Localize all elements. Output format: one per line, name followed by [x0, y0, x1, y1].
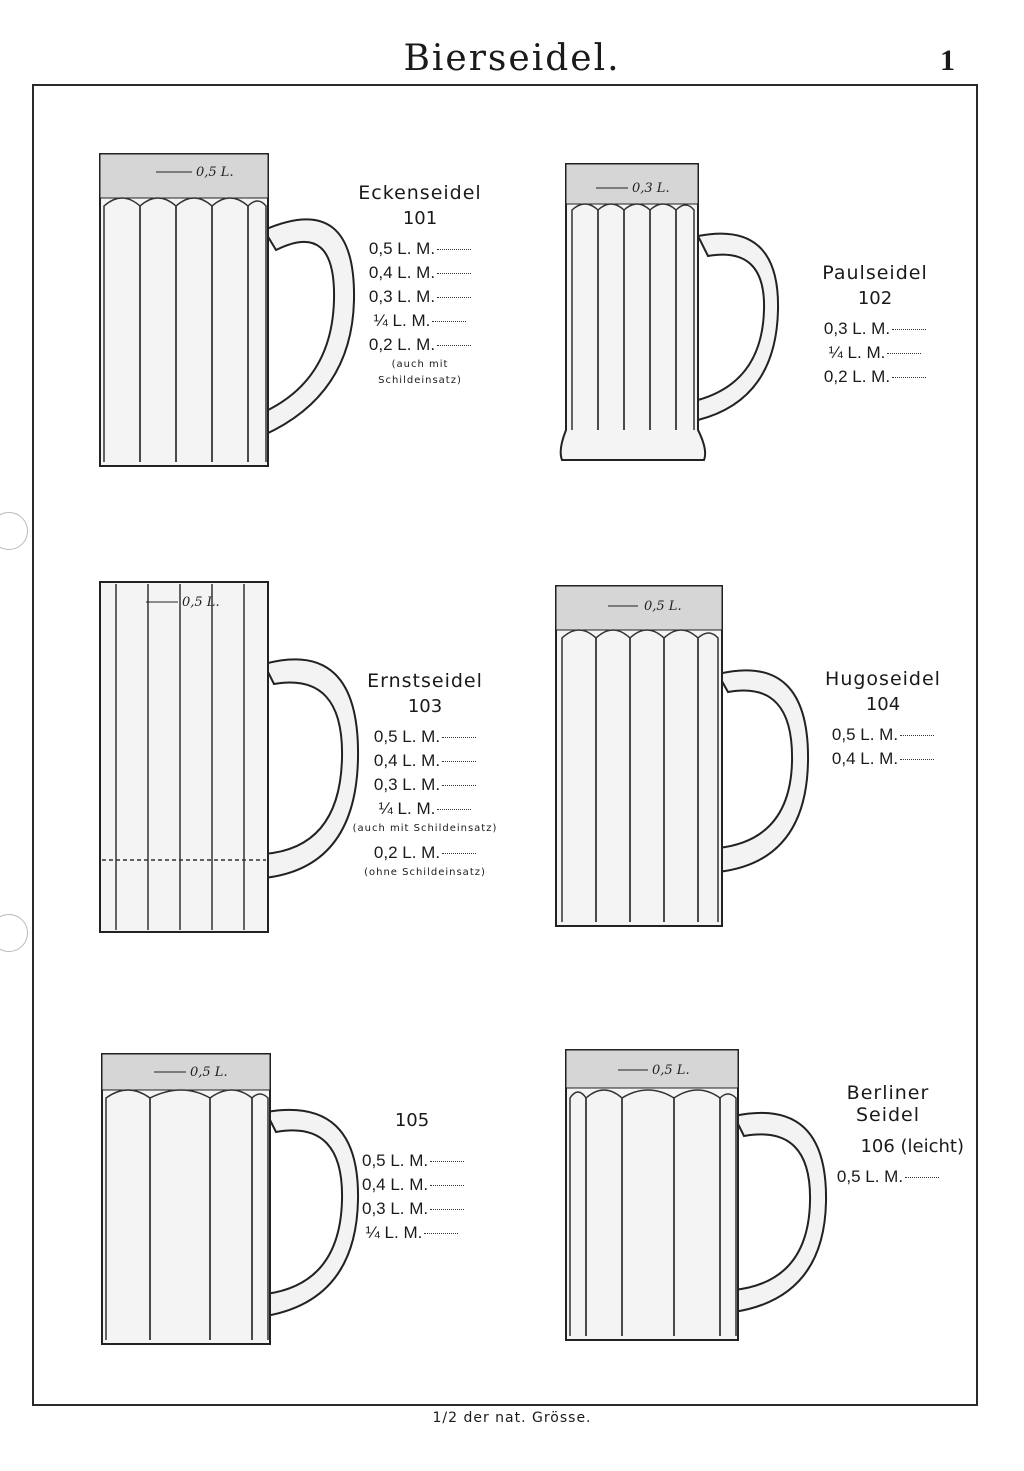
size-row: 0,2 L. M. — [810, 365, 940, 389]
size-row: 0,5 L. M. — [812, 1165, 964, 1189]
product-number: 101 — [402, 208, 438, 229]
size-list — [340, 725, 510, 821]
product-name: Ernstseidel — [367, 670, 483, 692]
product-number: 102 — [857, 288, 893, 309]
size-row: 0,4 L. M. — [350, 261, 490, 285]
size-list — [362, 1149, 462, 1245]
size-row: 0,3 L. M. — [340, 773, 510, 797]
size-row: 0,2 L. M. — [350, 333, 490, 357]
product-note: (auch mit Schildeinsatz) — [378, 359, 462, 386]
size-row: ¼ L. M. — [350, 309, 490, 333]
product-name: Berliner Seidel — [846, 1082, 930, 1126]
size-row: 0,5 L. M. — [818, 723, 948, 747]
mug-volume-mark: 0,5 L. — [652, 1063, 690, 1078]
size-row: 0,3 L. M. — [350, 285, 490, 309]
mug-illustration-102 — [558, 160, 808, 470]
caption-104 — [818, 668, 948, 771]
size-row: ¼ L. M. — [810, 341, 940, 365]
caption-101 — [350, 182, 490, 389]
caption-103 — [340, 670, 510, 881]
size-row: 0,5 L. M. — [362, 1149, 462, 1173]
product-number: 104 — [865, 694, 901, 715]
mug-illustration-105 — [98, 1050, 366, 1350]
size-row: 0,5 L. M. — [350, 237, 490, 261]
size-list — [810, 317, 940, 389]
size-row: 0,5 L. M. — [340, 725, 510, 749]
size-row: ¼ L. M. — [362, 1221, 462, 1245]
size-list — [812, 1165, 964, 1189]
size-row: 0,3 L. M. — [810, 317, 940, 341]
page-number: 1 — [940, 44, 955, 77]
size-row: 0,3 L. M. — [362, 1197, 462, 1221]
size-row: 0,4 L. M. — [340, 749, 510, 773]
size-row: 0,2 L. M. — [340, 841, 510, 865]
mug-illustration-104 — [552, 582, 814, 932]
mug-illustration-103 — [96, 578, 366, 938]
product-number: 103 — [407, 696, 443, 717]
product-note: (auch mit Schildeinsatz) — [352, 823, 498, 834]
mug-illustration-106 — [562, 1046, 832, 1346]
size-row: 0,4 L. M. — [362, 1173, 462, 1197]
size-row: 0,4 L. M. — [818, 747, 948, 771]
mug-volume-mark: 0,5 L. — [182, 595, 220, 610]
mug-volume-mark: 0,3 L. — [632, 181, 670, 196]
scale-note: 1/2 der nat. Grösse. — [432, 1410, 592, 1426]
punch-hole — [0, 914, 28, 952]
size-row: ¼ L. M. — [340, 797, 510, 821]
product-number: 105 — [394, 1110, 430, 1131]
caption-105 — [362, 1106, 462, 1245]
size-list — [818, 723, 948, 771]
product-name: Eckenseidel — [358, 182, 482, 204]
size-list — [350, 237, 490, 357]
page-title: Bierseidel. — [403, 38, 621, 79]
mug-volume-mark: 0,5 L. — [644, 599, 682, 614]
product-number: 106 (leicht) — [860, 1136, 964, 1157]
product-name: Hugoseidel — [825, 668, 941, 690]
mug-volume-mark: 0,5 L. — [196, 165, 234, 180]
product-note: (ohne Schildeinsatz) — [364, 867, 486, 878]
mug-volume-mark: 0,5 L. — [190, 1065, 228, 1080]
caption-106 — [812, 1082, 964, 1189]
mug-illustration-101 — [96, 150, 366, 470]
product-name: Paulseidel — [822, 262, 928, 284]
punch-hole — [0, 512, 28, 550]
caption-102 — [810, 262, 940, 389]
